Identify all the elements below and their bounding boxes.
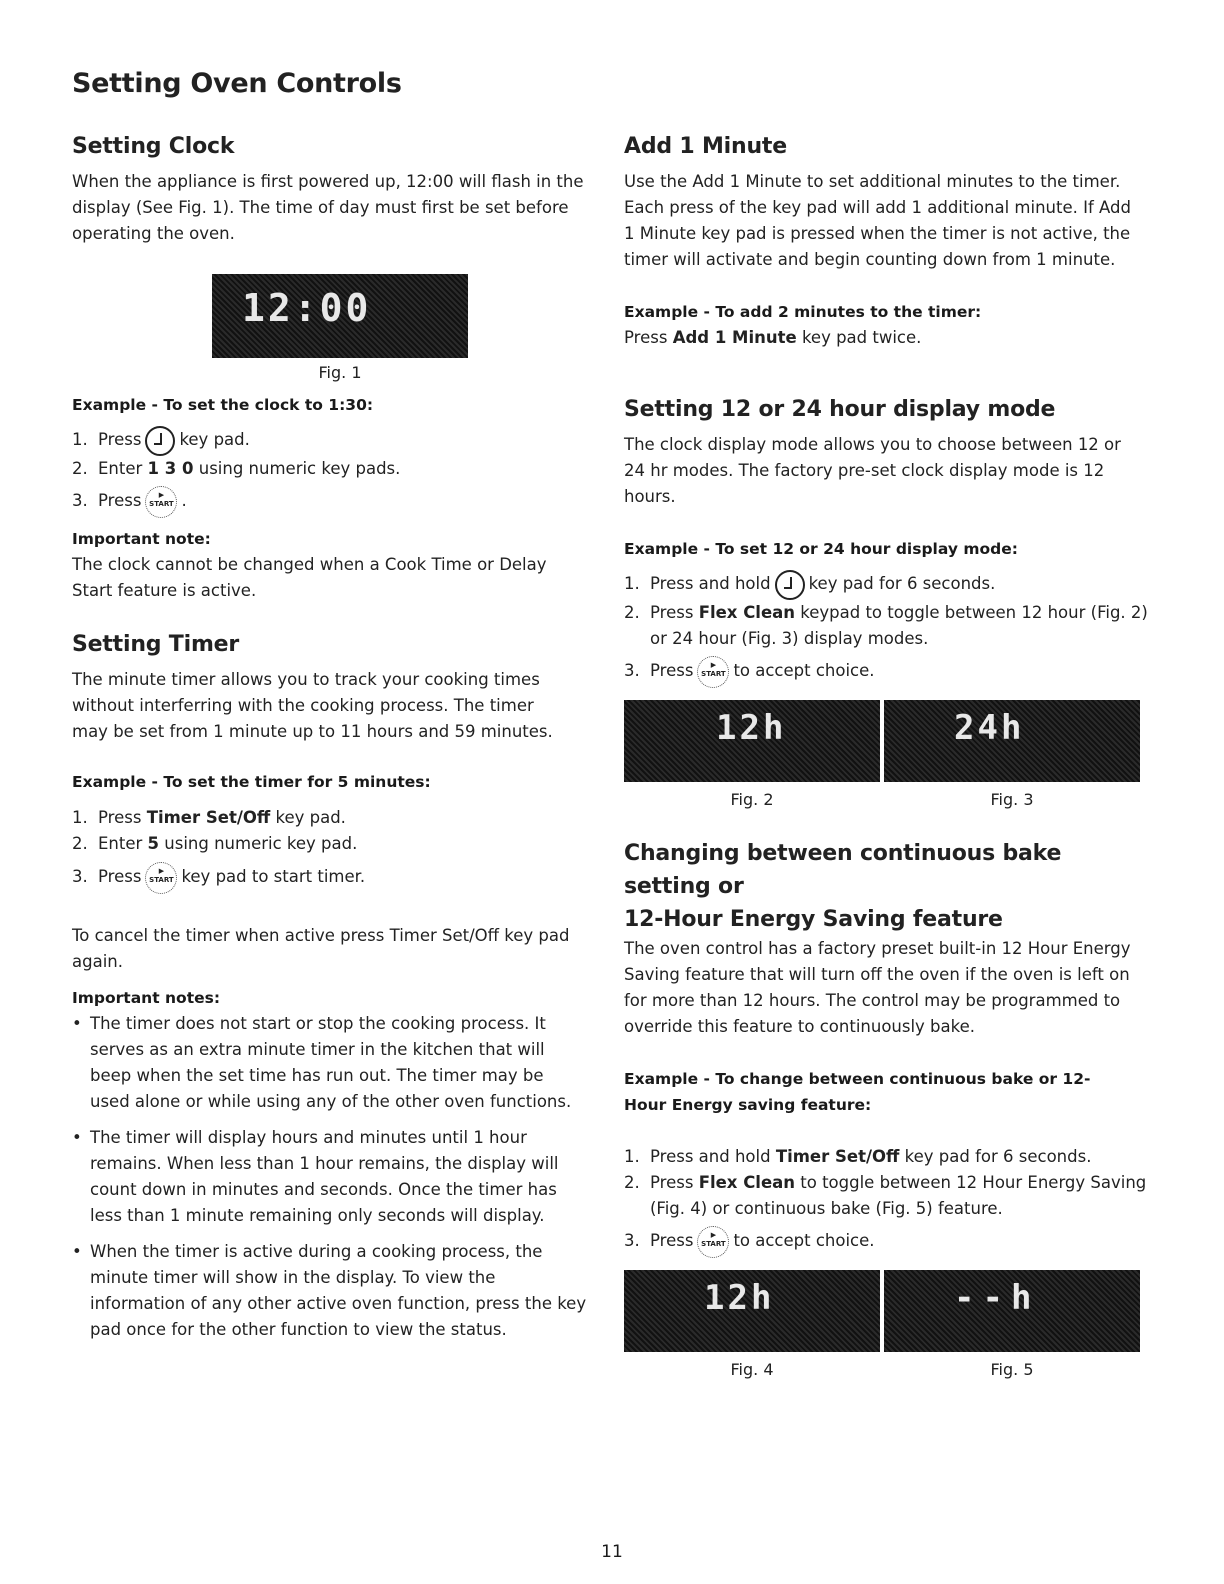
add-minute-intro: Use the Add 1 Minute to set additional minutes to the timer. Each press of the key pad will add 1 additional minute. If Add 1 Minute key pad is pressed when the timer is not active, the timer will activate and begin counting down from 1 minute. — [624, 172, 1131, 269]
add-minute-example-text: Press Add 1 Minute key pad twice. — [624, 328, 922, 347]
hour-mode-displays — [624, 700, 1148, 782]
timer-example-title: Example - To set the timer for 5 minutes: — [72, 773, 431, 791]
right-column — [624, 130, 1148, 1379]
display-fig4: 12h — [624, 1270, 880, 1352]
energy-intro: The oven control has a factory preset built-in 12 Hour Energy Saving feature that will turn off the oven if the oven is left on for more than 12 hours. The control may be programmed to override this feature to continuously bake. — [624, 939, 1131, 1036]
display-fig5: --h — [884, 1270, 1140, 1352]
display-fig2: 12h — [624, 700, 880, 782]
display-fig3: 24h — [884, 700, 1140, 782]
start-icon: ▶ START — [697, 1226, 729, 1258]
clock-icon — [145, 426, 175, 456]
start-icon: ▶ START — [145, 862, 177, 894]
hour-mode-step-1: 1. Press and hold key pad for 6 seconds. — [624, 568, 1148, 600]
fig3-caption: Fig. 3 — [990, 790, 1034, 809]
timer-notes-title: Important notes: — [72, 989, 221, 1007]
clock-note-title: Important note: — [72, 530, 211, 548]
left-column — [72, 130, 588, 1343]
clock-step-2: 2. Enter 1 3 0 using numeric key pads. — [72, 459, 401, 478]
add-minute-heading: Add 1 Minute — [624, 134, 787, 159]
energy-step-1: 1. Press and hold Timer Set/Off key pad for 6 seconds. — [624, 1147, 1092, 1166]
energy-heading: Changing between continuous bake setting or 12-Hour Energy Saving feature — [624, 841, 1062, 932]
clock-step-3: 3. Press▶ START . — [72, 482, 588, 520]
timer-note-3: • When the timer is active during a cooking process, the minute timer will show in the display. To view the information of any other active oven function, press the key pad once for the other function to view the status. — [72, 1242, 587, 1339]
clock-example-title: Example - To set the clock to 1:30: — [72, 396, 374, 414]
timer-cancel-text: To cancel the timer when active press Timer Set/Off key pad again. — [72, 926, 570, 971]
clock-note-text: The clock cannot be changed when a Cook Time or Delay Start feature is active. — [72, 555, 547, 600]
hour-mode-heading: Setting 12 or 24 hour display mode — [624, 397, 1056, 422]
timer-step-2: 2. Enter 5 using numeric key pad. — [72, 834, 358, 853]
start-icon: ▶ START — [697, 656, 729, 688]
energy-example-title: Example - To change between continuous bake or 12- Hour Energy saving feature: — [624, 1070, 1091, 1114]
energy-step-2: 2. Press Flex Clean to toggle between 12 Hour Energy Saving (Fig. 4) or continuous bake (Fig. 5) feature. — [624, 1173, 1147, 1218]
clock-display-fig1 — [212, 274, 468, 358]
fig1-caption: Fig. 1 — [318, 363, 362, 382]
hour-mode-intro: The clock display mode allows you to choose between 12 or 24 hr modes. The factory pre-set clock display mode is 12 hours. — [624, 435, 1121, 506]
timer-step-1: 1. Press Timer Set/Off key pad. — [72, 808, 346, 827]
clock-intro: When the appliance is first powered up, 12:00 will flash in the display (See Fig. 1). The time of day must first be set before operating the oven. — [72, 172, 584, 243]
hour-mode-example-title: Example - To set 12 or 24 hour display mode: — [624, 540, 1018, 558]
hour-mode-captions — [624, 790, 1148, 809]
energy-captions — [624, 1360, 1148, 1379]
timer-step-3: 3. Press▶ START key pad to start timer. — [72, 857, 588, 897]
timer-intro: The minute timer allows you to track your cooking times without interferring with the cooking process. The timer may be set from 1 minute up to 11 hours and 59 minutes. — [72, 670, 553, 741]
fig5-caption: Fig. 5 — [990, 1360, 1034, 1379]
fig4-caption: Fig. 4 — [730, 1360, 774, 1379]
start-icon: ▶ START — [145, 486, 177, 518]
timer-note-1: • The timer does not start or stop the cooking process. It serves as an extra minute timer in the kitchen that will beep when the set time has run out. The timer may be used alone or while using any of the other oven functions. — [72, 1014, 572, 1111]
page-title: Setting Oven Controls — [72, 68, 402, 99]
setting-clock-heading: Setting Clock — [72, 134, 235, 159]
clock-icon — [775, 570, 805, 600]
clock-step-1: 1. Press key pad. — [72, 424, 588, 456]
energy-step-3: 3. Press▶ START to accept choice. — [624, 1222, 1148, 1260]
clock-display-text: 12:00 — [242, 286, 372, 330]
hour-mode-step-2: 2. Press Flex Clean keypad to toggle between 12 hour (Fig. 2) or 24 hour (Fig. 3) display modes. — [624, 603, 1148, 648]
fig2-caption: Fig. 2 — [730, 790, 774, 809]
add-minute-example-title: Example - To add 2 minutes to the timer: — [624, 303, 982, 321]
timer-note-2: • The timer will display hours and minutes until 1 hour remains. When less than 1 hour remains, the display will count down in minutes and seconds. Once the timer has less than 1 minute remaining only seconds will display. — [72, 1128, 559, 1225]
page-number: 11 — [601, 1542, 623, 1562]
energy-displays — [624, 1270, 1148, 1352]
setting-timer-heading: Setting Timer — [72, 632, 240, 657]
hour-mode-step-3: 3. Press▶ START to accept choice. — [624, 652, 1148, 690]
